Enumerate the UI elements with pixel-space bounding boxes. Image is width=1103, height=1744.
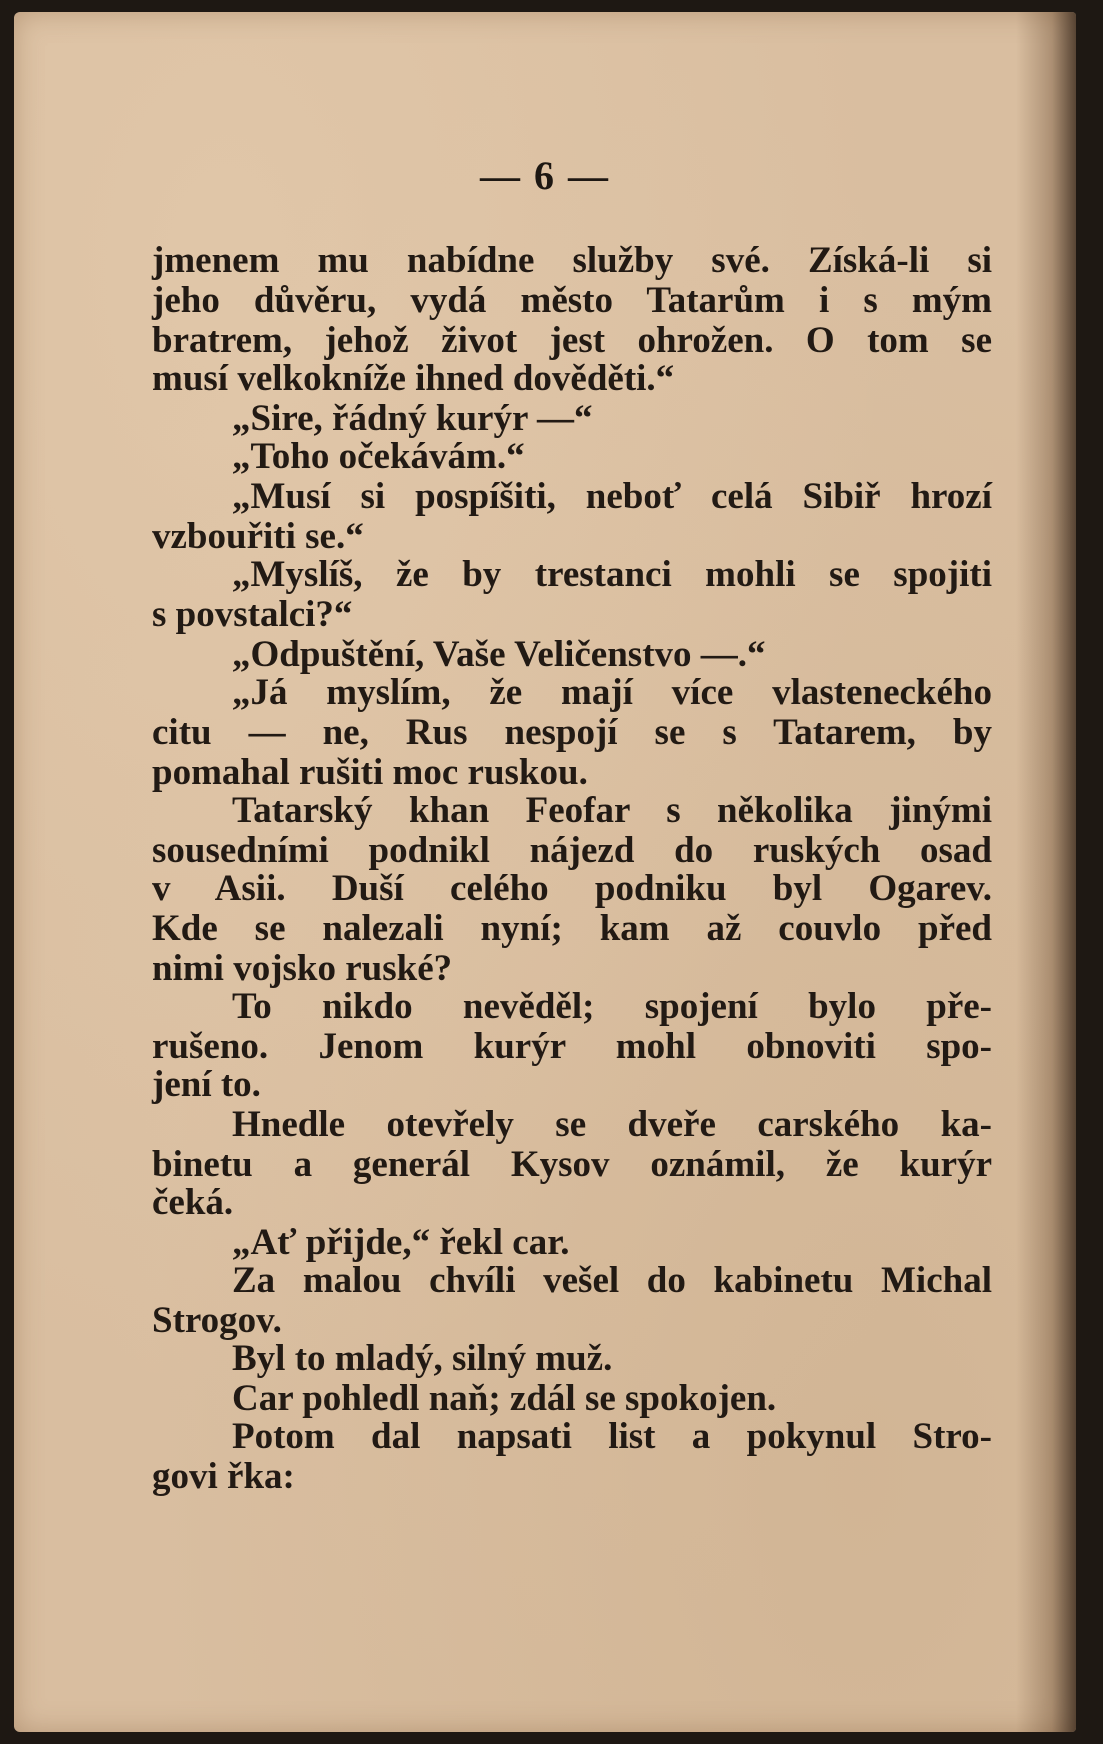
text-line: govi řka: [152, 1456, 295, 1497]
text-line: jeho důvěru, vydá město Tatarům i s mým [152, 280, 992, 321]
text-line: „Já myslím, že mají více vlasteneckého [232, 672, 992, 713]
page-number: — 6 — [480, 153, 610, 198]
text-line: Za malou chvíli vešel do kabinetu Michal [232, 1260, 992, 1301]
text-line: rušeno. Jenom kurýr mohl obnoviti spo- [152, 1026, 992, 1067]
page-gutter-shadow [1016, 12, 1076, 1732]
text-line: vzbouřiti se.“ [152, 516, 364, 557]
text-line: Car pohledl naň; zdál se spokojen. [232, 1378, 777, 1419]
text-line: To nikdo nevěděl; spojení bylo pře- [232, 986, 992, 1027]
text-line: „Sire, řádný kurýr —“ [232, 398, 593, 439]
text-line: Potom dal napsati list a pokynul Stro- [232, 1416, 992, 1457]
text-line: „Odpuštění, Vaše Veličenstvo —.“ [232, 634, 766, 675]
text-line: jení to. [152, 1064, 261, 1105]
text-line: s povstalci?“ [152, 594, 353, 635]
text-line: Strogov. [152, 1300, 282, 1341]
text-line: pomahal rušiti moc ruskou. [152, 752, 588, 793]
text-line: „Toho očekávám.“ [232, 436, 525, 477]
text-line: citu — ne, Rus nespojí se s Tatarem, by [152, 712, 992, 753]
text-line: jmenem mu nabídne služby své. Získá-li si [152, 240, 992, 281]
text-line: musí velkokníže ihned dověděti.“ [152, 358, 675, 399]
text-line: „Ať přijde,“ řekl car. [232, 1222, 570, 1263]
text-line: v Asii. Duší celého podniku byl Ogarev. [152, 868, 992, 909]
text-line: nimi vojsko ruské? [152, 948, 453, 989]
text-line: sousedními podnikl nájezd do ruských osad [152, 830, 992, 871]
text-line: Kde se nalezali nyní; kam až couvlo před [152, 908, 992, 949]
text-line: Hnedle otevřely se dveře carského ka- [232, 1104, 992, 1145]
text-line: čeká. [152, 1182, 234, 1223]
text-line: bratrem, jehož život jest ohrožen. O tom se [152, 320, 992, 361]
text-line: Tatarský khan Feofar s několika jinými [232, 790, 992, 831]
text-line: binetu a generál Kysov oznámil, že kurýr [152, 1144, 992, 1185]
text-line: Byl to mladý, silný muž. [232, 1338, 613, 1379]
text-line: „Myslíš, že by trestanci mohli se spojiti [232, 554, 992, 595]
text-line: „Musí si pospíšiti, neboť celá Sibiř hrozí [232, 476, 992, 517]
